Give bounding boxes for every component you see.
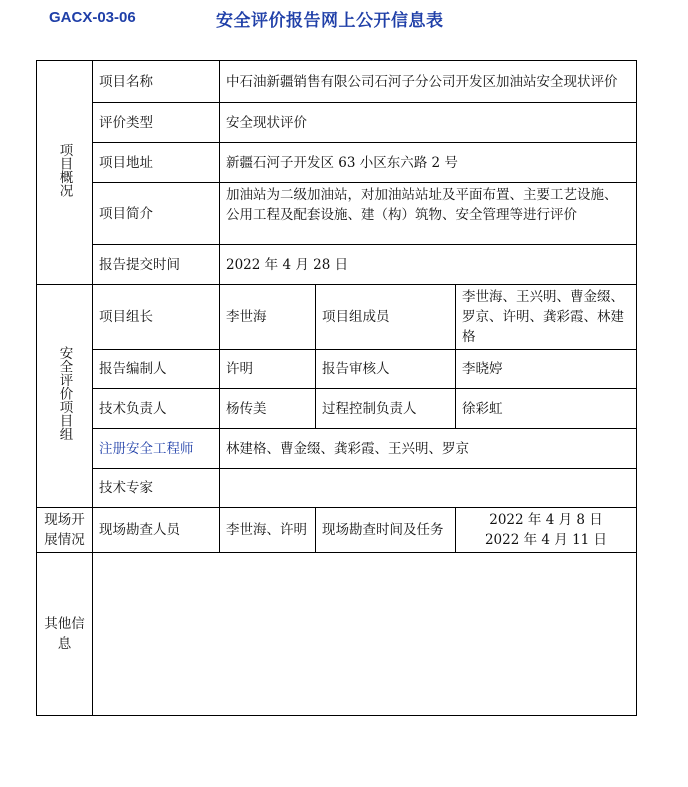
process-lead-label: 过程控制负责人 [316,389,456,429]
address-value: 新疆石河子开发区 63 小区东六路 2 号 [220,143,637,183]
time-task-label: 现场勘查时间及任务 [316,508,456,553]
engineer-label[interactable]: 注册安全工程师 [93,429,220,469]
page-title: 安全评价报告网上公开信息表 [216,11,444,31]
reviewer-label: 报告审核人 [316,350,456,389]
intro-label: 项目简介 [93,183,220,245]
author-value: 许明 [220,350,316,389]
address-label: 项目地址 [93,143,220,183]
site-section-label: 现场开展情况 [37,508,93,553]
team-section-label: 安全评价项目组 [37,285,93,508]
project-name-value: 中石油新疆销售有限公司石河子分公司开发区加油站安全现状评价 [220,61,637,103]
leader-value: 李世海 [220,285,316,350]
other-section-label: 其他信息 [37,553,93,716]
inspectors-label: 现场勘查人员 [93,508,220,553]
site-date-1: 2022 年 4 月 8 日 [489,512,603,528]
reviewer-value: 李晓婷 [456,350,637,389]
inspectors-value: 李世海、许明 [220,508,316,553]
intro-value: 加油站为二级加油站，对加油站站址及平面布置、主要工艺设施、公用工程及配套设施、建（构）筑物、安全管理等进行评价 [220,183,637,245]
site-date-2: 2022 年 4 月 11 日 [484,532,608,548]
engineer-value: 林建格、曹金缀、龚彩霞、王兴明、罗京 [220,429,637,469]
tech-lead-label: 技术负责人 [93,389,220,429]
expert-label: 技术专家 [93,469,220,508]
form-code: GACX-03-06 [49,9,136,26]
tech-lead-value: 杨传美 [220,389,316,429]
members-value: 李世海、王兴明、曹金缀、罗京、许明、龚彩霞、林建格 [456,285,637,350]
leader-label: 项目组长 [93,285,220,350]
info-table [36,60,637,716]
eval-type-value: 安全现状评价 [220,103,637,143]
overview-section-label: 项目概况 [37,61,93,285]
members-label: 项目组成员 [316,285,456,350]
project-name-label: 项目名称 [93,61,220,103]
expert-value [220,469,637,508]
other-value [93,553,637,716]
author-label: 报告编制人 [93,350,220,389]
site-dates [456,508,637,553]
submit-time-value: 2022 年 4 月 28 日 [220,245,637,285]
submit-time-label: 报告提交时间 [93,245,220,285]
process-lead-value: 徐彩虹 [456,389,637,429]
eval-type-label: 评价类型 [93,103,220,143]
